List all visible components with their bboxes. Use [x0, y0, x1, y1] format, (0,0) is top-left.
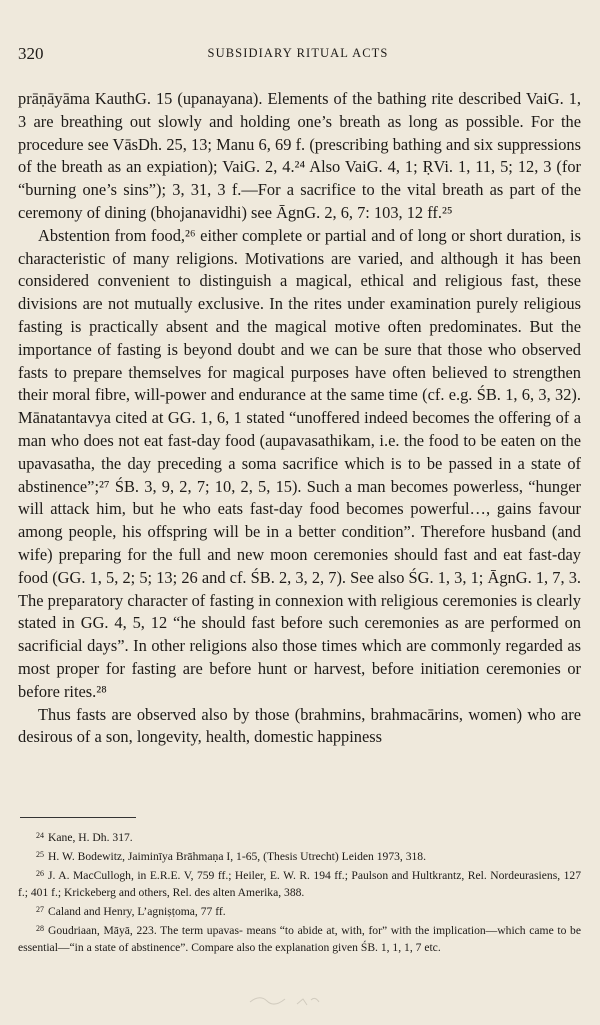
footnotes: [18, 827, 581, 956]
running-title: SUBSIDIARY RITUAL ACTS: [207, 46, 389, 60]
footnote-28: [18, 920, 581, 956]
footnote-26: [18, 865, 581, 901]
footnote-text: Kane, H. Dh. 317.: [48, 831, 133, 844]
paper-smudge: [245, 990, 325, 1010]
footnote-rule: [20, 817, 136, 818]
page-number: 320: [18, 44, 44, 63]
paragraph-1: prāṇāyāma KauthG. 15 (upanayana). Elements of the bathing rite described VaiG. 1, 3 are breathing out slowly and holding one’s breath as long as possible. For the procedure see VāsDh. 25, 13; Manu 6, 69 f. (prescribing bathing and six suppressions of the breath as an expiation); VaiG. 2, 4.²⁴ Also VaiG. 4, 1; ṚVi. 1, 11, 5; 12, 3 (for “burning one’s sins”); 3, 31, 3 f.—For a sacrifice to the vital breath as part of the ceremony of dining (bhojanavidhi) see ĀgnG. 2, 6, 7: 103, 12 ff.²⁵: [18, 89, 581, 222]
running-header: [18, 44, 578, 68]
footnote-mark: 24: [36, 831, 44, 840]
footnote-24: [18, 827, 581, 846]
footnote-text: Caland and Henry, L’agniṣṭoma, 77 ff.: [48, 905, 226, 918]
footnote-text: Goudriaan, Māyā, 223. The term upavas- means “to abide at, with, for” with the implication—which came to be essential—“in a state of abstinence”. Compare also the explanation given ŚB. 1, 1, 1, 7 etc.: [18, 924, 581, 954]
footnote-text: H. W. Bodewitz, Jaiminīya Brāhmaṇa I, 1-65, (Thesis Utrecht) Leiden 1973, 318.: [48, 850, 427, 863]
main-text: [18, 88, 581, 749]
paragraph-3: Thus fasts are observed also by those (brahmins, brahmacārins, women) who are desirous of a son, longevity, health, domestic happiness: [18, 704, 581, 747]
footnote-25: [18, 846, 581, 865]
footnote-mark: 27: [36, 905, 44, 914]
footnote-mark: 26: [36, 869, 44, 878]
footnote-mark: 28: [36, 924, 44, 933]
footnote-text: J. A. MacCullogh, in E.R.E. V, 759 ff.; Heiler, E. W. R. 194 ff.; Paulson and Hultkrantz, Rel. Nordeurasiens, 127 f.; 401 f.; Krickeberg and others, Rel. des alten Amerika, 388.: [18, 869, 581, 899]
footnote-27: [18, 901, 581, 920]
footnote-mark: 25: [36, 850, 44, 859]
paragraph-2: Abstention from food,²⁶ either complete or partial and of long or short duration, is characteristic of many religions. Motivations are varied, and although it has been considered convenient to distinguish a magical, ethical and religious fast, these divisions are not mutually exclusive. In the rites under examination purely religious fasting is practically absent and the magical motive often predominates. But the importance of fasting is beyond doubt and we can be sure that those who observed fasts to prepare themselves for magical purposes have often believed to strengthen their moral fibre, will-power and endurance at the same time (cf. e.g. ŚB. 1, 6, 3, 32). Mānatantavya cited at GG. 1, 6, 1 stated “unoffered indeed becomes the offering of a man who does not eat fast-day food (aupavasathikam, i.e. the food to be eaten on the upavasatha, the day preceding a soma sacrifice which is to be passed in a state of abstinence”;²⁷ ŚB. 3, 9, 2, 7; 10, 2, 5, 15). Such a man becomes powerless, “hunger will attack him, but he who eats fast-day food becomes powerful…, gains favour among people, his offspring will be in a better condition”. Therefore husband (and wife) preparing for the full and new moon ceremonies should fast and eat fast-day food (GG. 1, 5, 2; 5; 13; 26 and cf. ŚB. 2, 3, 2, 7). See also ŚG. 1, 3, 1; ĀgnG. 1, 7, 3. The preparatory character of fasting in connexion with religious ceremonies is clearly stated in GG. 4, 5, 12 “he should fast before such ceremonies as are performed on sacrificial days”. In other religions also those times which are commonly regarded as most proper for fasting are before hunt or harvest, before initiation ceremonies or before rites.²⁸: [18, 225, 581, 701]
